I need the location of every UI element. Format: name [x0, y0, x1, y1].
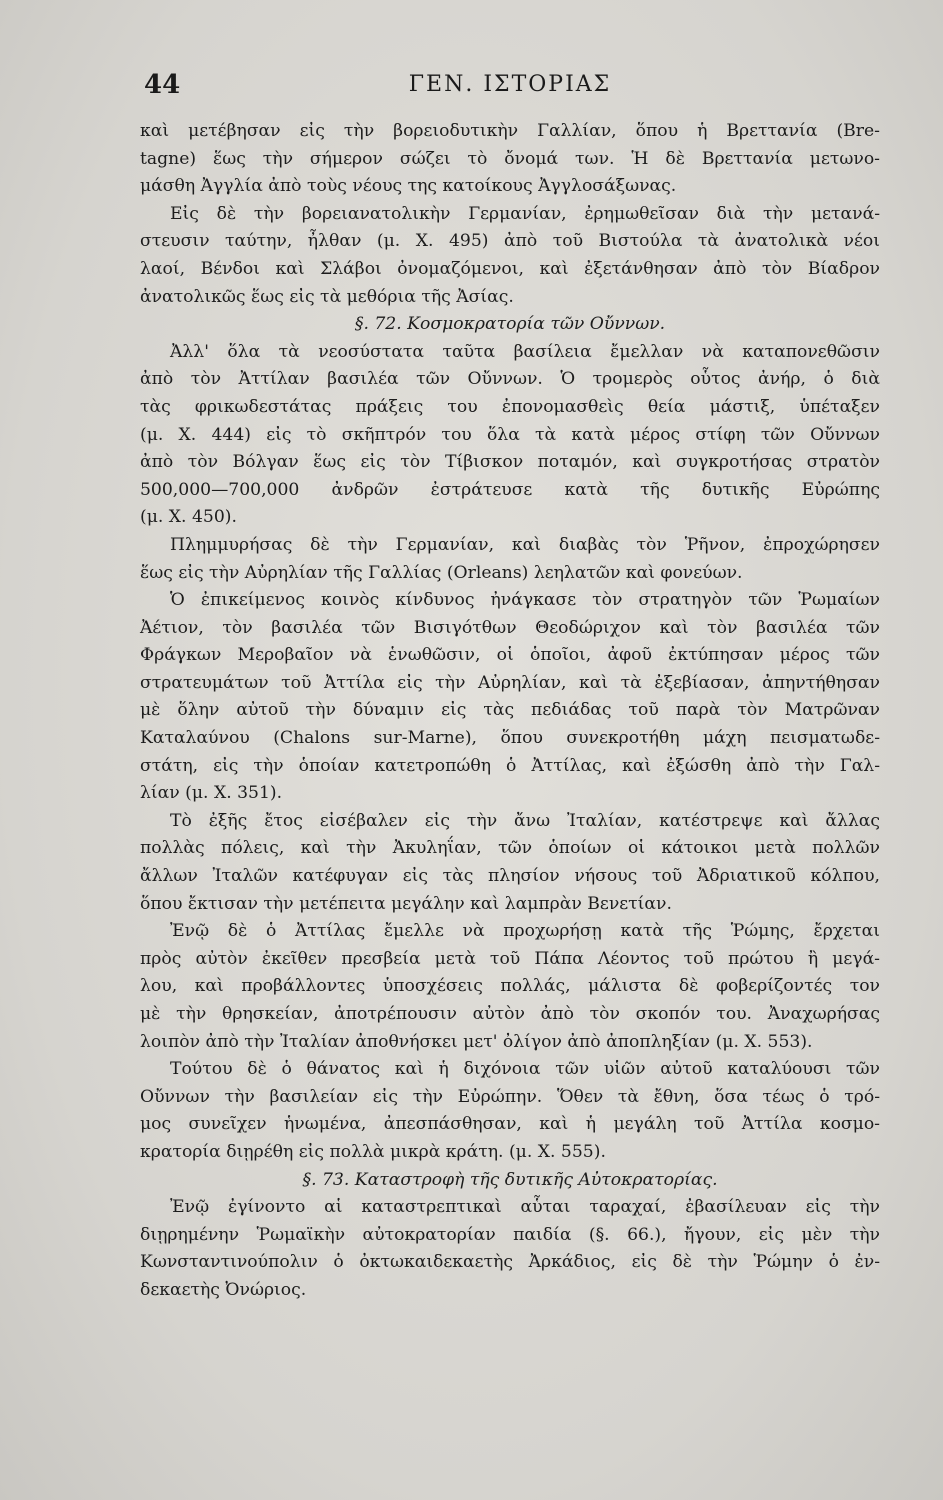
text-line: λίαν (μ. Χ. 351). [140, 783, 283, 804]
text-line: λαοί, Βένδοι καὶ Σλάβοι ὀνομαζόμενοι, καὶ ἐξετάνθησαν ἀπὸ τὸν Βίαδρον [140, 258, 880, 279]
text-line: (μ. Χ. 444) εἰς τὸ σκῆπτρόν του ὅλα τὰ κατὰ μέρος στίφη τῶν Οὔννων [140, 424, 880, 445]
text-line: λου, καὶ προβάλλοντες ὑποσχέσεις πολλάς, μάλιστα δὲ φοβερίζοντές τον [140, 976, 880, 997]
text-line: πολλὰς πόλεις, καὶ τὴν Ἀκυληΐαν, τῶν ὁποίων οἱ κάτοικοι μετὰ πολλῶν [140, 838, 880, 859]
text-line: Ὁ ἐπικείμενος κοινὸς κίνδυνος ἠνάγκασε τὸν στρατηγὸν τῶν Ῥωμαίων [170, 590, 880, 611]
text-line: Κωνσταντινούπολιν ὁ ὀκτωκαιδεκαετὴς Ἀρκάδιος, εἰς δὲ τὴν Ῥώμην ὁ ἐν- [140, 1252, 880, 1273]
text-line: κρατορία διῃρέθη εἰς πολλὰ μικρὰ κράτη. (μ. Χ. 555). [140, 1141, 606, 1162]
text-line: Ἐνῷ δὲ ὁ Ἀττίλας ἔμελλε νὰ προχωρήσῃ κατὰ τῆς Ῥώμης, ἔρχεται [170, 921, 880, 942]
text-line: διῃρημένην Ῥωμαϊκὴν αὐτοκρατορίαν παιδία (§. 66.), ἤγουν, εἰς μὲν τὴν [140, 1224, 880, 1245]
text-line: μάσθη Ἀγγλία ἀπὸ τοὺς νέους της κατοίκους Ἀγγλοσάξωνας. [140, 176, 677, 197]
text-line: (μ. Χ. 450). [140, 507, 237, 528]
text-line: tagne) ἕως τὴν σήμερον σώζει τὸ ὄνομά των. Ἡ δὲ Βρεττανία μετωνο- [140, 148, 880, 169]
text-line: ἀπὸ τὸν Βόλγαν ἕως εἰς τὸν Τίβισκον ποταμόν, καὶ συγκροτήσας στρατὸν [140, 452, 880, 473]
text-line: Καταλαύνου (Chalons sur-Marne), ὅπου συνεκροτήθη μάχη πεισματωδε- [140, 728, 880, 749]
text-line: Οὔννων τὴν βασιλείαν εἰς τὴν Εὐρώπην. Ὅθεν τὰ ἔθνη, ὅσα τέως ὁ τρό- [140, 1086, 880, 1107]
text-line: Ἀλλ' ὅλα τὰ νεοσύστατα ταῦτα βασίλεια ἔμελλαν νὰ καταπονεθῶσιν [170, 341, 880, 362]
section-heading: §. 73. Καταστροφὴ τῆς δυτικῆς Αὐτοκρατορίας. [302, 1169, 718, 1190]
page-number: 44 [144, 70, 181, 100]
text-line: μος συνεῖχεν ἡνωμένα, ἀπεσπάσθησαν, καὶ ἡ μεγάλη τοῦ Ἀττίλα κοσμο- [140, 1114, 880, 1135]
text-line: ἀνατολικῶς ἕως εἰς τὰ μεθόρια τῆς Ἀσίας. [140, 286, 514, 307]
text-line: ἀπὸ τὸν Ἀττίλαν βασιλέα τῶν Οὔννων. Ὁ τρομερὸς οὗτος ἀνήρ, ὁ διὰ [140, 369, 880, 390]
text-line: Ἐνῷ ἐγίνοντο αἱ καταστρεπτικαὶ αὗται ταραχαί, ἐβασίλευαν εἰς τὴν [170, 1197, 880, 1218]
text-line: καὶ μετέβησαν εἰς τὴν βορειοδυτικὴν Γαλλίαν, ὅπου ἡ Βρεττανία (Bre- [140, 121, 880, 141]
text-line: Τούτου δὲ ὁ θάνατος καὶ ἡ διχόνοια τῶν υἱῶν αὐτοῦ καταλύουσι τῶν [170, 1059, 880, 1080]
text-line: Ἀέτιον, τὸν βασιλέα τῶν Βισιγότθων Θεοδώριχον καὶ τὸν βασιλέα τῶν [140, 617, 880, 638]
text-line: στάτη, εἰς τὴν ὁποίαν κατετροπώθη ὁ Ἀττίλας, καὶ ἐξώσθη ἀπὸ τὴν Γαλ- [140, 755, 880, 776]
text-line: μὲ ὅλην αὐτοῦ τὴν δύναμιν εἰς τὰς πεδιάδας τοῦ παρὰ τὸν Ματρῶναν [140, 700, 880, 721]
page-body [140, 118, 880, 1305]
text-line: ὅπου ἔκτισαν τὴν μετέπειτα μεγάλην καὶ λαμπρὰν Βενετίαν. [140, 893, 672, 914]
text-line: πρὸς αὐτὸν ἐκεῖθεν πρεσβεία μετὰ τοῦ Πάπα Λέοντος τοῦ πρώτου ἢ μεγά- [140, 948, 880, 969]
text-line: στευσιν ταύτην, ἦλθαν (μ. Χ. 495) ἀπὸ τοῦ Βιστούλα τὰ ἀνατολικὰ νέοι [140, 231, 880, 252]
running-title: ΓΕΝ. ΙΣΤΟΡΙΑΣ [408, 72, 612, 97]
text-line: Τὸ ἐξῆς ἔτος εἰσέβαλεν εἰς τὴν ἄνω Ἰταλίαν, κατέστρεψε καὶ ἄλλας [170, 810, 880, 831]
text-line: Φράγκων Μεροβαῖον νὰ ἑνωθῶσιν, οἱ ὁποῖοι, ἀφοῦ ἐκτύπησαν μέρος τῶν [140, 645, 880, 666]
page-header [140, 70, 880, 106]
text-line: μὲ τὴν θρησκείαν, ἀποτρέπουσιν αὐτὸν ἀπὸ τὸν σκοπόν του. Ἀναχωρήσας [140, 1004, 880, 1024]
text-line: 500,000—700,000 ἀνδρῶν ἐστράτευσε κατὰ τῆς δυτικῆς Εὐρώπης [140, 479, 880, 500]
section-heading: §. 72. Κοσμοκρατορία τῶν Οὔννων. [354, 314, 666, 335]
text-line: ἄλλων Ἰταλῶν κατέφυγαν εἰς τὰς πλησίον νήσους τοῦ Ἀδριατικοῦ κόλπου, [140, 866, 880, 887]
text-line: λοιπὸν ἀπὸ τὴν Ἰταλίαν ἀποθνήσκει μετ' ὀλίγον ἀπὸ ἀποπληξίαν (μ. Χ. 553). [140, 1031, 813, 1052]
text-line: ἕως εἰς τὴν Αὐρηλίαν τῆς Γαλλίας (Orleans) λεηλατῶν καὶ φονεύων. [140, 562, 743, 583]
text-line: τὰς φρικωδεστάτας πράξεις του ἐπονομασθεὶς θεία μάστιξ, ὑπέταξεν [140, 396, 880, 417]
text-line: Εἰς δὲ τὴν βορειανατολικὴν Γερμανίαν, ἐρημωθεῖσαν διὰ τὴν μετανά- [170, 203, 880, 224]
text-line: στρατευμάτων τοῦ Ἀττίλα εἰς τὴν Αὐρηλίαν, καὶ τὰ ἐξεβίασαν, ἀπηντήθησαν [140, 672, 880, 693]
text-line: δεκαετὴς Ὀνώριος. [140, 1279, 307, 1300]
text-line: Πλημμυρήσας δὲ τὴν Γερμανίαν, καὶ διαβὰς τὸν Ῥῆνον, ἐπροχώρησεν [170, 534, 880, 555]
